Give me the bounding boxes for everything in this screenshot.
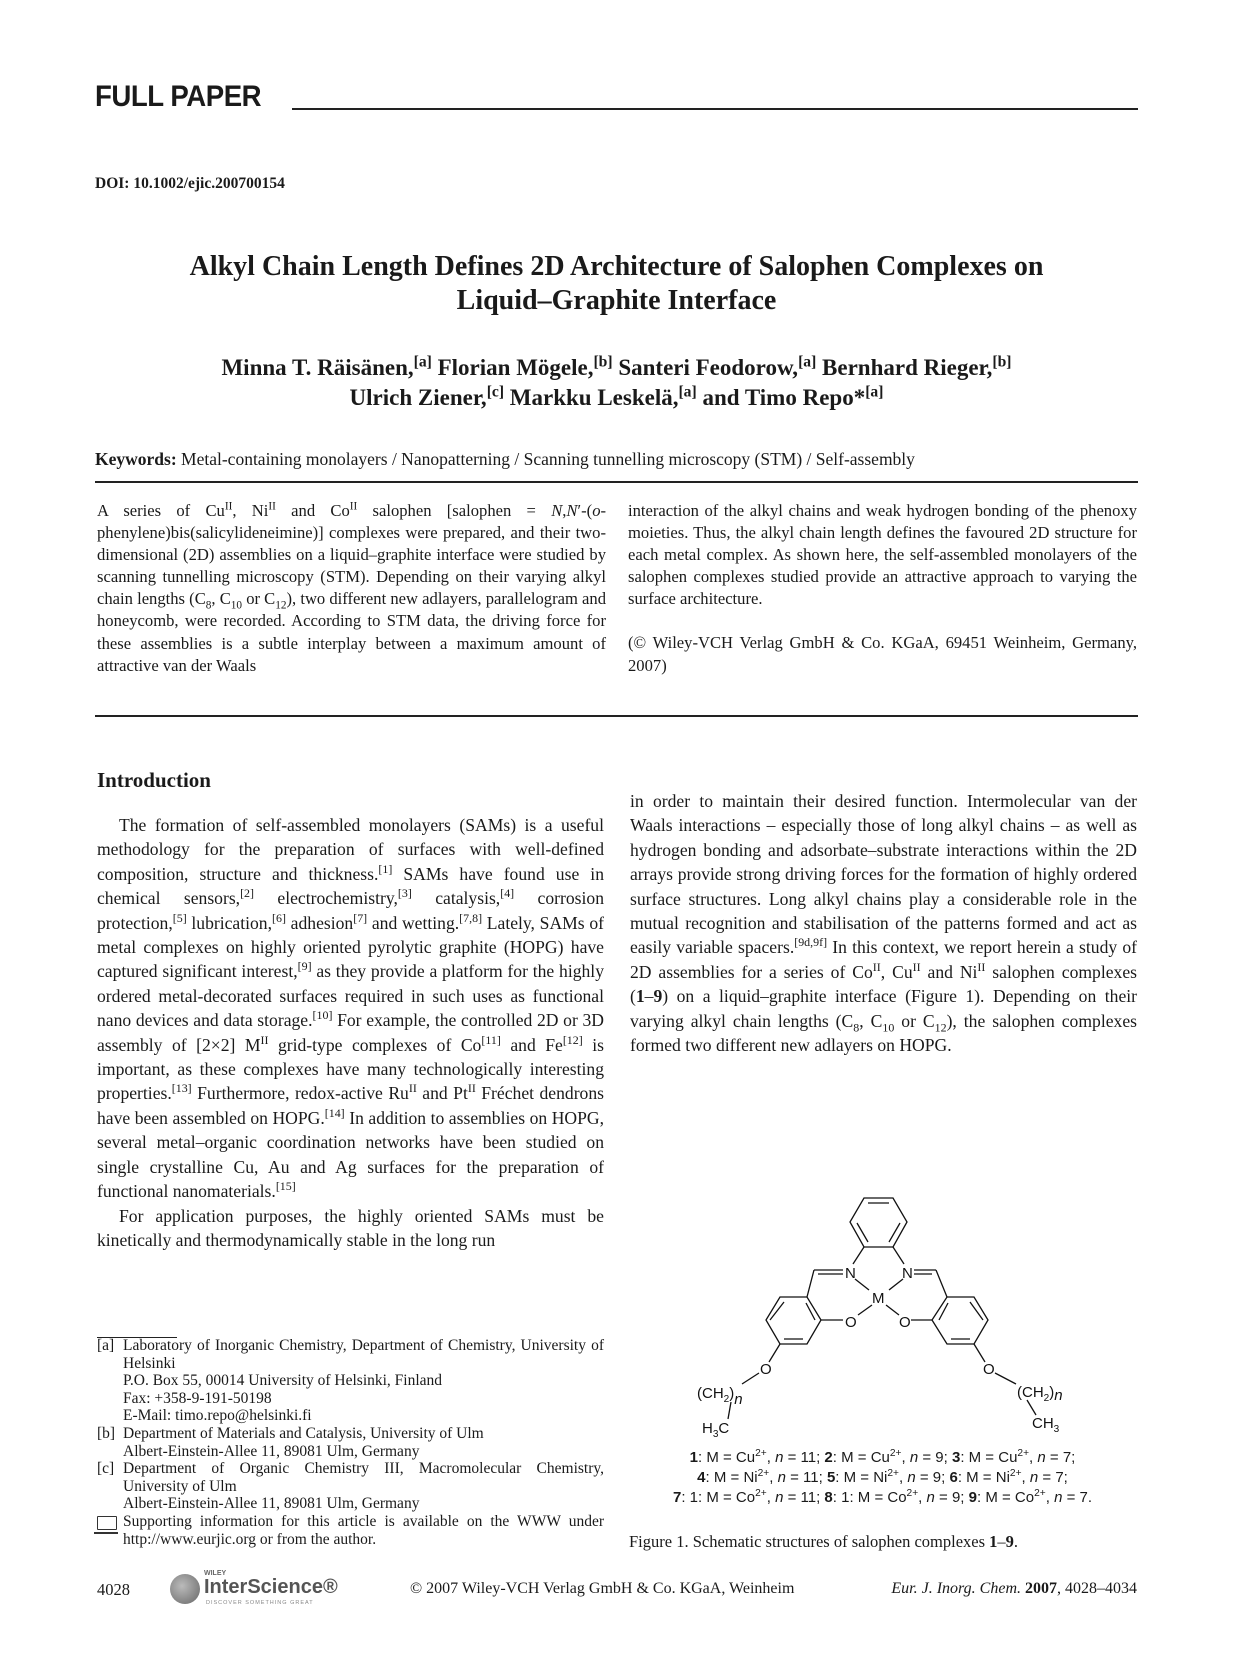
intro-left-column xyxy=(97,813,604,1252)
journal-citation: Eur. J. Inorg. Chem. 2007, 4028–4034 xyxy=(891,1580,1137,1597)
doi: DOI: 10.1002/ejic.200700154 xyxy=(95,175,285,192)
logo-tagline: DISCOVER SOMETHING GREAT xyxy=(206,1600,314,1606)
atom-o: O xyxy=(983,1361,995,1378)
atom-n: N xyxy=(845,1265,856,1282)
header-rule xyxy=(292,108,1138,110)
abstract-bottom-rule xyxy=(95,715,1138,717)
atom-o: O xyxy=(845,1314,857,1331)
author-list: Minna T. Räisänen,[a] Florian Mögele,[b] Santeri Feodorow,[a] Bernhard Rieger,[b] Ulrich Ziener,[c] Markku Leskelä,[a] and Timo Repo*[a] xyxy=(221,353,1012,410)
interscience-logo xyxy=(166,1570,338,1608)
keywords-text: Metal-containing monolayers / Nanopatterning / Scanning tunnelling microscopy (STM) / Self-assembly xyxy=(181,449,915,469)
footnote-line: P.O. Box 55, 00014 University of Helsinki, Finland xyxy=(123,1372,443,1390)
compound-line: 4: $M = Ni^{2+}$, n = 11; 5: $M = Ni^{2+}$, n = 9; 6: $M = Ni^{2+}$, n = 7; xyxy=(697,1468,1068,1486)
atom-n: N xyxy=(902,1265,913,1282)
benzene-ring-right xyxy=(932,1297,988,1344)
intro-paragraph: The formation of self-assembled monolayers (SAMs) is a useful methodology for the preparation of surfaces with well-defined composition, structure and thickness.[1] SAMs have found use in chemical sensors,[2] electrochemistry,[3] catalysis,[4] corrosion protection,[5] lubrication,[6] adhesion[7] and wetting.[7,8] Lately, SAMs of metal complexes on highly oriented pyrolytic graphite (HOPG) have captured significant interest,[9] as they provide a platform for the highly ordered metal-decorated surfaces required in such uses as functional nano devices and data storage.[10] For example, the controlled 2D or 3D assembly of [2×2] $M^{II}$ grid-type complexes of Co[11] and Fe[12] is important, as these complexes have many technologically interesting properties.[13] Furthermore, redox-active $Ru^{II}$ and $Pt^{II}$ Fréchet dendrons have been assembled on HOPG.[14] In addition to assemblies on HOPG, several metal–organic coordination networks have been studied on single crystalline Cu, Au and Ag surfaces for the preparation of functional nanomaterials.[15] xyxy=(97,815,604,1202)
footnote-line: Albert-Einstein-Allee 11, 89081 Ulm, Germany xyxy=(123,1442,420,1460)
salophen-structure-figure xyxy=(620,1180,1180,1445)
abstract-right xyxy=(628,500,1137,677)
footer-copyright: © 2007 Wiley-VCH Verlag GmbH & Co. KGaA, Weinheim xyxy=(410,1580,795,1597)
footnote-c xyxy=(97,1460,604,1513)
supporting-info-note xyxy=(97,1513,604,1548)
abstract-copyright: (© Wiley-VCH Verlag GmbH & Co. KGaA, 69451 Weinheim, Germany, 2007) xyxy=(628,633,1137,675)
footnote-line: Fax: +358-9-191-50198 xyxy=(123,1389,272,1407)
keywords xyxy=(95,449,1138,470)
atom-o: O xyxy=(760,1361,772,1378)
footnote-b xyxy=(97,1425,604,1460)
compound-legend xyxy=(628,1448,1137,1508)
methylene-group-left: $(CH_2)n$ xyxy=(697,1385,743,1408)
globe-icon xyxy=(170,1574,200,1604)
compound-line: 1: $M = Cu^{2+}$, n = 11; 2: $M = Cu^{2+}$, n = 9; 3: $M = Cu^{2+}$, n = 7; xyxy=(689,1448,1076,1466)
footnote-label: [b] xyxy=(97,1424,116,1442)
supporting-info-text: Supporting information for this article is available on the WWW under http://www.eurjic.org or from the author. xyxy=(123,1512,604,1548)
footnote-email[interactable]: E-Mail: timo.repo@helsinki.fi xyxy=(123,1407,312,1425)
intro-right-column xyxy=(630,789,1137,1057)
section-heading-introduction: Introduction xyxy=(97,768,211,792)
footnote-label: [a] xyxy=(97,1337,115,1354)
section-label: FULL PAPER xyxy=(95,80,262,113)
computer-icon xyxy=(97,1516,117,1530)
footnote-line: Department of Materials and Catalysis, University of Ulm xyxy=(123,1424,484,1442)
compound-line: 7: 1: $M = Co^{2+}$, n = 11; 8: 1: $M = Co^{2+}$, n = 9; 9: $M = Co^{2+}$, n = 7. xyxy=(672,1488,1093,1506)
logo-name: InterScience® xyxy=(204,1576,338,1598)
footnotes xyxy=(97,1337,604,1548)
logo-wiley: WILEY xyxy=(204,1570,227,1577)
intro-paragraph-continued: in order to maintain their desired function. Intermolecular van der Waals interactions – especially those of long alkyl chains – as well as hydrogen bonding and adsorbate–substrate interactions within the 2D arrays provide strong driving forces for the formation of highly ordered surface structures. Long alkyl chains play a considerable role in the mutual recognition and stabilisation of the patterns formed and act as easily variable spacers.[9d,9f] In this context, we report herein a study of 2D assemblies for a series of $Co^{II}$, $Cu^{II}$ and $Ni^{II}$ salophen complexes (1–9) on a liquid–graphite interface (Figure 1). Depending on their varying alkyl chain lengths ($C_8$, $C_{10}$ or $C_{12}$), the salophen complexes formed two different new adlayers on HOPG. xyxy=(630,791,1137,1056)
figure-caption: Figure 1. Schematic structures of salophen complexes 1–9. xyxy=(629,1532,1019,1551)
intro-paragraph: For application purposes, the highly oriented SAMs must be kinetically and thermodynamically stable in the long run xyxy=(97,1205,604,1250)
page-number: 4028 xyxy=(97,1580,130,1599)
methylene-group-right: $(CH_2)n$ xyxy=(1017,1384,1063,1404)
footnote-line: Department of Organic Chemistry III, Macromolecular Chemistry, University of Ulm xyxy=(123,1460,604,1495)
footnote-line: Laboratory of Inorganic Chemistry, Department of Chemistry, University of Helsinki xyxy=(123,1337,604,1372)
atom-m: M xyxy=(872,1290,885,1307)
abstract-top-rule xyxy=(95,481,1138,483)
benzene-ring-top xyxy=(850,1198,907,1247)
benzene-ring-left xyxy=(766,1297,821,1344)
abstract-right-text: interaction of the alkyl chains and weak hydrogen bonding of the phenoxy moieties. Thus, the alkyl chain length defines the favoured 2D structure for each metal complex. As shown here, the self-assembled monolayers of the salophen complexes studied provide an attractive approach to varying the surface architecture. xyxy=(628,501,1137,609)
keywords-label: Keywords: xyxy=(95,449,177,469)
article-title: Alkyl Chain Length Defines 2D Architecture of Salophen Complexes on Liquid–Graphite Interface xyxy=(189,251,1044,316)
footnote-a xyxy=(97,1337,604,1425)
atom-o: O xyxy=(899,1314,911,1331)
footnote-line: Albert-Einstein-Allee 11, 89081 Ulm, Germany xyxy=(123,1495,420,1513)
methyl-group-left: $H_3C$ xyxy=(702,1420,730,1440)
footnote-label: [c] xyxy=(97,1460,115,1478)
methyl-group-right: $CH_3$ xyxy=(1032,1415,1060,1435)
abstract-left: A series of $Cu^{II}$, $Ni^{II}$ and $Co^{II}$ salophen [salophen = N,N′-(o-phenylene)bis(salicylideneimine)] complexes were prepared, and their two-dimensional (2D) assemblies on a liquid–graphite interface were studied by scanning tunnelling microscopy (STM). Depending on their varying alkyl chain lengths ($C_8$, $C_{10}$ or $C_{12}$), two different new adlayers, parallelogram and honeycomb, were recorded. According to STM data, the driving force for these assemblies is a subtle interplay between a maximum amount of attractive van der Waals xyxy=(97,500,607,675)
